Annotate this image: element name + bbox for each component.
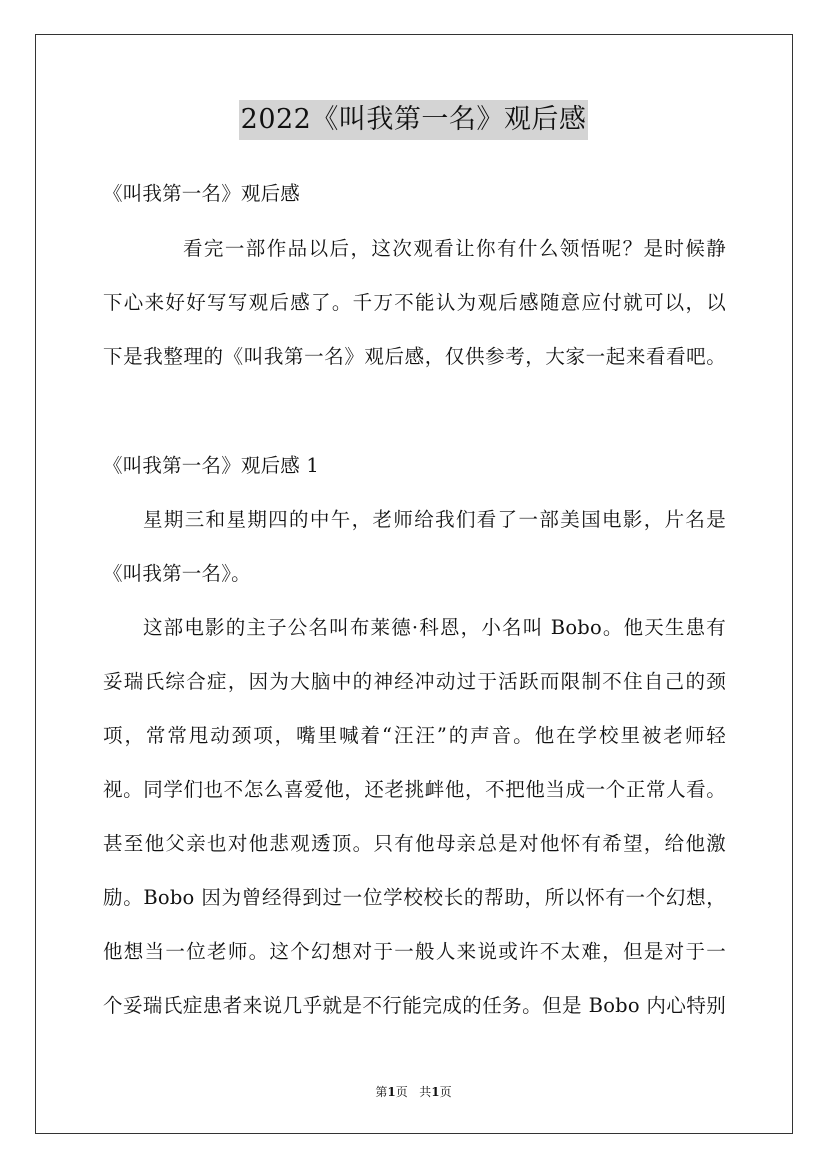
paragraph-line: 个妥瑞氏症患者来说几乎就是不行能完成的任务。但是 Bobo 内心特别 [103, 994, 726, 1017]
total-prefix: 共 [419, 1085, 432, 1099]
total-pages: 1 [431, 1085, 440, 1099]
title-container [0, 100, 827, 140]
page-number: 1 [387, 1085, 396, 1099]
intro-line: 看完一部作品以后，这次观看让你有什么领悟呢？是时候静 [183, 237, 726, 260]
intro-line: 下是我整理的《叫我第一名》观后感，仅供参考，大家一起来看看吧。 [103, 345, 726, 368]
paragraph-line: 《叫我第一名》。 [103, 562, 251, 585]
section-heading: 《叫我第一名》观后感 1 [103, 454, 320, 477]
paragraph-line: 他想当一位老师。这个幻想对于一般人来说或许不太难，但是对于一 [103, 940, 726, 963]
paragraph-line: 星期三和星期四的中午，老师给我们看了一部美国电影，片名是 [143, 508, 726, 531]
subtitle: 《叫我第一名》观后感 [103, 182, 301, 205]
paragraph-line: 甚至他父亲也对他悲观透顶。只有他母亲总是对他怀有希望，给他激 [103, 832, 726, 855]
paragraph-line: 这部电影的主子公名叫布莱德·科恩，小名叫 Bobo。他天生患有 [143, 616, 726, 639]
paragraph-line: 妥瑞氏综合症，因为大脑中的神经冲动过于活跃而限制不住自己的颈 [103, 670, 726, 693]
page-footer [0, 1083, 827, 1101]
page-prefix: 第 [375, 1085, 388, 1099]
paragraph-line: 励。Bobo 因为曾经得到过一位学校校长的帮助，所以怀有一个幻想， [103, 886, 726, 909]
document-title: 2022《叫我第一名》观后感 [239, 100, 589, 140]
total-suffix: 页 [439, 1085, 452, 1099]
page-suffix: 页 [395, 1085, 408, 1099]
paragraph-line: 视。同学们也不怎么喜爱他，还老挑衅他，不把他当成一个正常人看。 [103, 778, 726, 801]
intro-line: 下心来好好写写观后感了。千万不能认为观后感随意应付就可以，以 [103, 291, 726, 314]
paragraph-line: 项，常常甩动颈项，嘴里喊着“汪汪”的声音。他在学校里被老师轻 [103, 724, 726, 747]
